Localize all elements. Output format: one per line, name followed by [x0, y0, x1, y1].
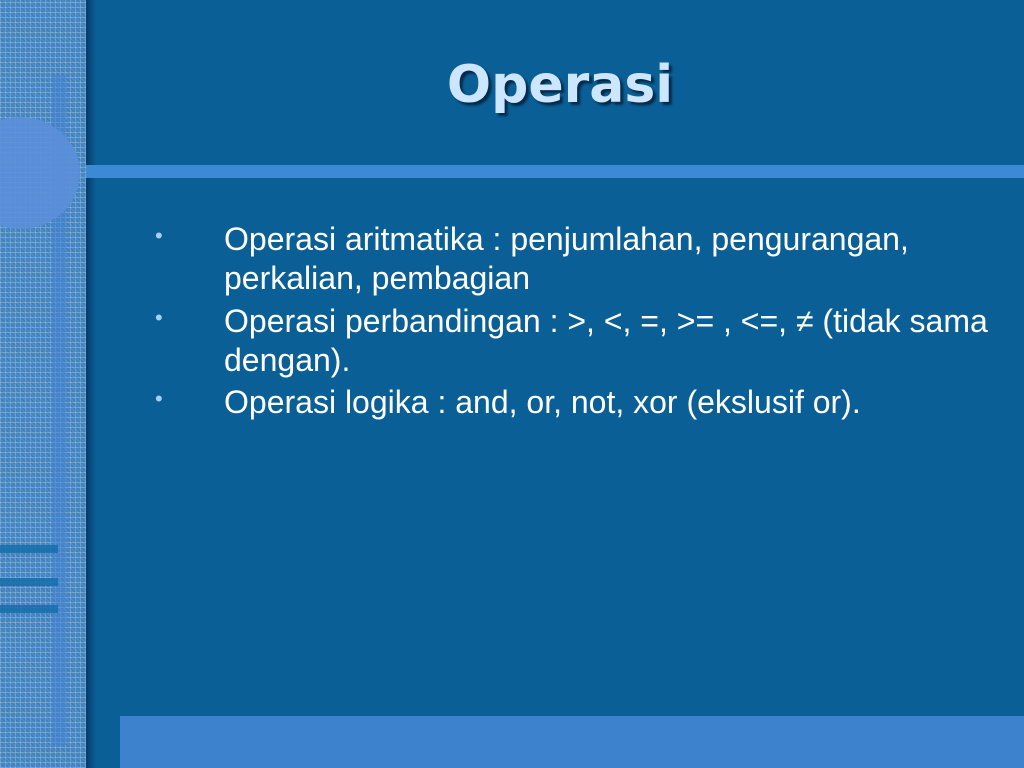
bullet-item — [150, 220, 1010, 299]
bullet-dot-icon: • — [155, 223, 163, 248]
bullet-text: Operasi perbandingan : >, <, =, >= , <=, ≠ (tidak sama dengan). — [224, 302, 988, 379]
sidebar-circle-decoration — [0, 117, 80, 229]
footer-bar — [120, 716, 1024, 768]
bullet-text: Operasi aritmatika : penjumlahan, pengurangan, perkalian, pembagian — [224, 221, 909, 297]
title-underline-bar — [86, 165, 1024, 178]
bullet-list — [150, 220, 1010, 426]
bullet-dot-icon: • — [155, 386, 163, 412]
sidebar-horizontal-stripe — [0, 578, 58, 586]
bullet-dot-icon: • — [155, 304, 163, 330]
sidebar-shadow — [86, 0, 96, 768]
bullet-item — [150, 383, 1010, 422]
sidebar-horizontal-stripe — [0, 545, 58, 553]
bullet-text: Operasi logika : and, or, not, xor (ekslusif or). — [224, 384, 861, 421]
bullet-item — [150, 302, 1010, 381]
decorative-sidebar — [0, 0, 86, 768]
slide-title: Operasi — [446, 55, 674, 115]
sidebar-horizontal-stripe — [0, 605, 58, 613]
